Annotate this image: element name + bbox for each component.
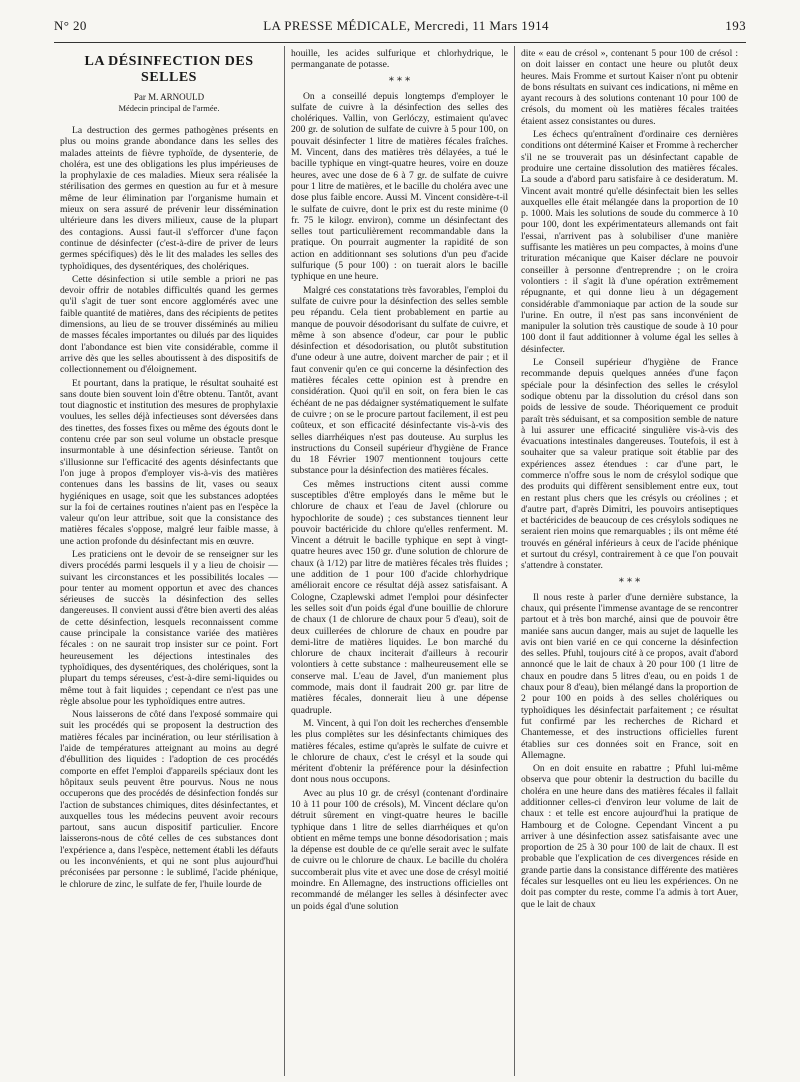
column-2 [284, 46, 514, 1076]
paragraph: Les échecs qu'entraînent d'ordinaire ces dernières conditions ont déterminé Kaiser et Fromme à rechercher s'il ne se trouverait pas un désinfectant capable de produire une certaine dissolution des matières fécales. La soude a d'abord paru satisfaire à ce desideratum. M. Vincent avait montré qu'elle désinfectait bien les selles auxquelles elle était mélangée dans la proportion de 10 p. 1000. Mais les solutions de soude du commerce à 10 pour 100, dont les expérimentateurs allemands ont fait l'essai, n'arrivent pas à solubiliser d'une manière suffisante les matières un peu compactes, à moins d'une trituration mécanique que Kaiser déclare ne pouvoir conseiller à personne d'entreprendre ; on le croira volontiers : il s'agit là d'une opération extrêmement répugnante, et qui donne lieu à un dégagement considérable d'ammoniaque par action de la soude sur l'urine. En outre, il n'est pas sans inconvénient de manipuler la solution très caustique de soude à 10 pour 100 dont il faut additionner à volume égal les selles à désinfecter. [521, 129, 738, 355]
paragraph: Le Conseil supérieur d'hygiène de France recommande depuis quelques années d'une façon spéciale pour la désinfection des selles le crésylol sodique obtenu par la dissolution du crésol dans son poids de lessive de soude. Théoriquement ce produit paraît très séduisant, et sa composition semble de nature à lui assurer une efficacité singulière vis-à-vis des évacuations intestinales dangereuses. Toutefois, il est à souhaiter que sa valeur pratique soit établie par des expériences assez étendues : car d'une part, le commerce n'offre sous le nom de crésylol sodique que des produits qui diffèrent sensiblement entre eux, tout en restant plus chers que les crésyls ou créolines ; et d'autre part, d'après Dimitri, les pouvoirs antiseptiques et bactéricides de beaucoup de ces crésylols sodiques ne seraient rien moins que remarquables ; ils ont même été trouvés en général inférieurs à ceux de l'acide phénique et surtout du crésyl, contrairement à ce que l'on pouvait s'attendre à constater. [521, 357, 738, 572]
paragraph: houille, les acides sulfurique et chlorhydrique, le permanganate de potasse. [291, 48, 508, 71]
paragraph: M. Vincent, à qui l'on doit les recherches d'ensemble les plus complètes sur les désinfectants chimiques des matières fécales, estime qu'après le sulfate de cuivre et le chlorure de chaux, c'est le crésyl et la soude qui méritent d'obtenir la préférence pour la désinfection dont nous nous occupons. [291, 717, 508, 786]
paragraph: Malgré ces constatations très favorables, l'emploi du sulfate de cuivre pour la désinfection des selles semble peu répandu. Cela tient probablement en partie au manque de pouvoir désodorisant du sulfate de cuivre, et même à son absence d'odeur, car pour le public désinfection et désodorisation, ou plutôt substitution d'une odeur à une autre, doivent marcher de pair ; et il faut convenir qu'en ce qui concerne la désinfection des matières fécales cette opinion est à prendre en considération. Quoi qu'il en soit, on fera bien le cas échéant de ne pas dédaigner systématiquement le sulfate de cuivre ; on se le procure partout facilement, il est peu coûteux, et son efficacité désinfectante vis-à-vis des selles diarrhéiques n'est pas douteuse. Au surplus les instructions du Conseil supérieur d'hygiène de France du 18 Février 1907 mentionnent toujours cette substance pour la désinfection des matières fécales. [291, 284, 508, 477]
section-separator: * * * [388, 75, 411, 87]
paragraph: dite « eau de crésol », contenant 5 pour 100 de crésol : on doit laisser en contact une heure ou plutôt deux heures. Mais Fromme et surtout Kaiser n'ont pu obtenir de bons résultats en suivant ces indications, ni même en ayant recours à des solutions contenant 10 pour 100 de crésols, du moment où les matières fécales traitées étaient assez consistantes ou dures. [521, 48, 738, 127]
column-2-body [291, 91, 508, 912]
header-rule [54, 42, 746, 43]
column-3-top [521, 48, 738, 572]
paragraph: Avec au plus 10 gr. de crésyl (contenant d'ordinaire 10 à 11 pour 100 de crésols), M. Vincent déclare qu'on détruit sûrement en vingt-quatre heures le bacille typhique dans 1 litre de selles diarrhéiques et qu'on obtient en même temps une bonne désodorisation ; mais la dépense est double de ce qu'elle serait avec le sulfate de cuivre ou le chlorure de chaux. Le bacille du choléra succomberait plus vite et avec une dose de crésyl moitié moindre. En Allemagne, des instructions officielles ont recommandé de mélanger les selles à désinfecter avec un poids égal d'une solution [291, 787, 508, 912]
paragraph: Nous laisserons de côté dans l'exposé sommaire qui suit les procédés qui se proposent la destruction des matières fécales par incinération, ou leur stérilisation à l'aide de températures atteignant au moins au degré d'ébullition des liquides : l'adoption de ces procédés comporte en effet l'emploi d'appareils spéciaux dont les hôpitaux seuls peuvent être pourvus. Nous ne nous occuperons que des procédés de désinfection fondés sur l'action de substances chimiques, dites désinfectantes, et auxquelles tous les médecins peuvent avoir recours partout, sans aucun dispositif particulier. Encore laisserons-nous de côté celles de ces substances dont l'expérience a, dans l'espèce, nettement établi les défauts ou les inconvénients, et qui ne sont plus aujourd'hui préconisées par personne : le sublimé, l'acide phénique, le chlorure de zinc, le sulfate de fer, l'huile lourde de [60, 709, 278, 890]
article-title: LA DÉSINFECTION DES SELLES [84, 54, 254, 85]
paragraph: On a conseillé depuis longtemps d'employer le sulfate de cuivre à la désinfection des selles des cholériques. Vallin, von Gerlóczy, estimaient qu'avec 200 gr. de solution de sulfate de cuivre à 5 pour 100, on pouvait désinfecter 1 litre de matières fécales fraîches. M. Vincent, dans des matières très délayées, a tué le bacille typhique en vingt-quatre heures, voire en douze heures, avec une dose de 6 à 7 gr. de sulfate de cuivre pour 1 litre de matières, et le bacille du choléra avec une dose plus faible encore. Aussi M. Vincent considère-t-il le sulfate de cuivre, dont le prix est du reste minime (0 fr. 75 le kilogr. environ), comme un désinfectant des selles tout particulièrement recommandable dans la pratique. On pourrait augmenter la rapidité de son action en additionnant ses solutions d'un peu d'acide sulfurique (5 pour 100) : on tuerait alors le bacille typhique en une heure. [291, 90, 508, 283]
section-separator: * * * [618, 576, 641, 588]
column-1-body [60, 125, 278, 890]
issue-number: N° 20 [54, 18, 87, 33]
paragraph: Il nous reste à parler d'une dernière substance, la chaux, qui présente l'immense avantage de se rencontrer partout et à très bon marché, ainsi que de pouvoir être maniée sans aucun danger, mais au sujet de laquelle les avis ont bien varié en ce qui concerne la désinfection des selles. Pfuhl, toujours cité à ce propos, avait d'abord annoncé que le lait de chaux à 20 pour 100 (1 litre de chaux en poudre dans 5 litres d'eau, ou en poids 1 de chaux pour 8 d'eau), bien mélangé dans la proportion de 2 pour 100 en poids à des selles cholériques ou typhoïdiques les désinfectait parfaitement ; ce résultat fut confirmé par les recherches de Richard et Chantemesse, et des instructions officielles furent établies sur ces données soit en France, soit en Allemagne. [521, 591, 738, 761]
author-role: Médecin principal de l'armée. [118, 103, 220, 113]
paragraph: Ces mêmes instructions citent aussi comme susceptibles d'être employés dans le même but le chlorure de chaux et l'eau de Javel (chlorure ou hypochlorite de soude) ; ces substances tiennent leur pouvoir bactéricide du chlore qu'elles renferment. M. Vincent a détruit le bacille typhique en sept à vingt-quatre heures avec 150 gr. d'une solution de chlorure de chaux (à 1/12) par litre de matières fécales très fluides ; une addition de 1 pour 100 d'acide chlorhydrique améliorait encore ce résultat déjà assez satisfaisant. A Cologne, Czaplewski admet l'emploi pour désinfecter les selles soit d'un poids égal d'une bouillie de chlorure de chaux (1 de chlorure de chaux pour 5 d'eau), soit de deux cuillerées de chlorure de chaux en poudre par demi-litre de matières liquides. Le bon marché du chlorure de chaux inciterait d'ailleurs à recourir volontiers à cette substance : malheureusement elle se conserve mal. L'eau de Javel, d'un maniement plus commode, mais dont il faudrait 200 gr. par litre de matières fécales, donnerait lieu à une dépense quadruple. [291, 478, 508, 716]
paragraph: Et pourtant, dans la pratique, le résultat souhaité est sans doute bien souvent loin d'être obtenu. Tantôt, avant tout diagnostic et institution des mesures de prophylaxie voulues, les selles déjà infectieuses sont déversées dans des tinettes, des fosses fixes ou même des égouts dont le contenu crée par son seul volume un obstacle presque insurmontable à une désinfection sérieuse. Tantôt on s'illusionne sur l'efficacité des agents désinfectants que l'on juge à propos d'employer vis-à-vis des matières contenues dans les bassins de lit, vases ou seaux hygiéniques en usage, soit que les substances adoptées sur la foi de certaines routines n'aient pas en l'espèce la valeur qu'on leur attribue, soit que la consistance des matières fécales s'oppose, malgré leur faible masse, à une action profonde du désinfectant mis en œuvre. [60, 377, 278, 547]
column-2-top [291, 48, 508, 71]
column-3-body [521, 592, 738, 910]
column-1 [54, 46, 284, 1076]
page-number: 193 [725, 18, 746, 33]
running-header [54, 12, 746, 40]
article-columns [54, 46, 746, 1076]
paragraph: Cette désinfection si utile semble a priori ne pas devoir offrir de notables difficultés quand les germes qu'il s'agit de tuer sont encore agglomérés avec une faible quantité de matières, dans des récipients de petites dimensions, au lieu de se trouver disséminés au milieu de masses fécales importantes ou dilués par des liquides dont l'abondance est bien vite considérable, comme il arrive dès que les selles aboutissent à des dispositifs de collectionnement ou d'éloignement. [60, 273, 278, 376]
paragraph: La destruction des germes pathogènes présents en plus ou moins grande abondance dans les selles des malades atteints de fièvre typhoïde, de dysenterie, de choléra, est une des obligations les plus impérieuses de la prophylaxie de ces maladies. Mieux sera réalisée la stérilisation des germes en question au fur et à mesure même de leur élimination par l'organisme humain et mieux on sera assuré de prévenir leur dissémination ultérieure dans les divers milieux, cause de la plupart des contagions. Aussi faut-il s'efforcer d'une façon continue de désinfecter (c'est-à-dire de priver de leurs germes spécifiques) dès le lit des malades les selles des typhoïdiques, des dysentériques, des cholériques. [60, 125, 278, 272]
publication-title-date: LA PRESSE MÉDICALE, Mercredi, 11 Mars 1914 [263, 18, 549, 33]
article-byline: Par M. ARNOULD [133, 92, 205, 102]
paragraph: On en doit ensuite en rabattre ; Pfuhl lui-même observa que pour obtenir la destruction du bacille du choléra en une heure dans des matières fécales il fallait additionner celles-ci d'environ leur volume de lait de chaux : et telle est encore aujourd'hui la pratique de Hambourg et de Cologne. Cependant Vincent a pu arriver à une désinfection assez satisfaisante avec une proportion de 25 à 30 pour 100 de lait de chaux. Il est probable que l'explication de ces divergences réside en grande partie dans la consistance différente des matières fécales sur lesquelles ont eu lieu les expériences. On ne doit pas compter du reste, comme l'a admis à tort Auer, que le lait de chaux [521, 763, 738, 910]
column-3 [514, 46, 744, 1076]
paragraph: Les praticiens ont le devoir de se renseigner sur les divers procédés parmi lesquels il y a lieu de choisir — suivant les circonstances et les possibilités locales — pour tenter au moment opportun et avec des chances sérieuses de succès la désinfection des selles dangereuses. Il convient aussi d'être bien averti des aléas de cette désinfection, lesquels reconnaissent comme cause principale la consistance variée des matières fécales : on ne saurait trop insister sur ce point. Fort heureusement les déjections intestinales des typhoïdiques, des dysentériques, des cholériques, sont la plupart du temps séreuses, c'est-à-dire semi-liquides ou même tout à fait liquides ; cependant ce n'est pas une règle absolue pour les typhoïdiques entre autres. [60, 548, 278, 707]
